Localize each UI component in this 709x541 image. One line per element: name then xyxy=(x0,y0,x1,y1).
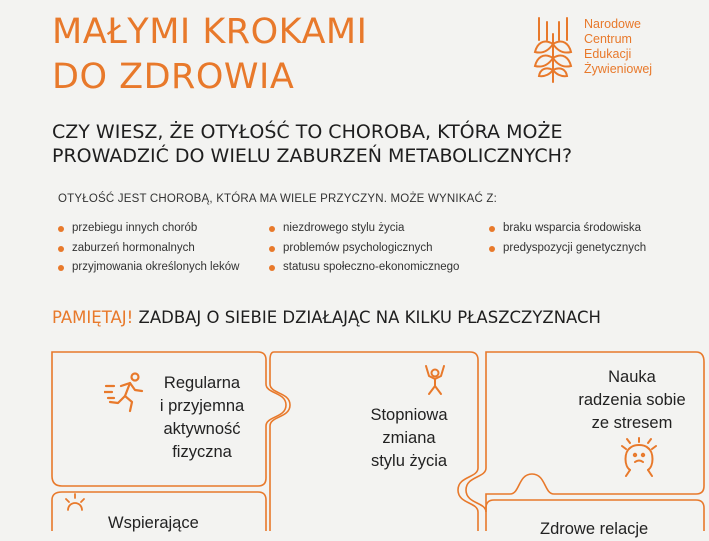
person-stretching-icon xyxy=(420,364,450,396)
question-line-1: CZY WIESZ, ŻE OTYŁOŚĆ TO CHOROBA, KTÓRA MOŻE xyxy=(52,121,563,143)
logo-line: Edukacji xyxy=(584,47,632,61)
list-item: zaburzeń hormonalnych xyxy=(58,239,239,259)
piece-line: zmiana xyxy=(382,429,436,447)
list-item: przyjmowania określonych leków xyxy=(58,258,239,278)
list-item: predyspozycji genetycznych xyxy=(489,239,646,259)
list-item: problemów psychologicznych xyxy=(269,239,459,259)
piece-line: fizyczna xyxy=(172,443,232,461)
list-item: przebiegu innych chorób xyxy=(58,219,239,239)
piece-line: Regularna xyxy=(163,374,241,392)
causes-intro: OTYŁOŚĆ JEST CHOROBĄ, KTÓRA MA WIELE PRZYCZYN. MOŻE WYNIKAĆ Z: xyxy=(58,193,498,205)
puzzle-piece-activity xyxy=(148,372,256,464)
logo-line: Narodowe xyxy=(584,17,641,31)
stressed-head-icon xyxy=(618,436,660,478)
title-line-1: MAŁYMI KROKAMI xyxy=(52,12,368,52)
list-item: niezdrowego stylu życia xyxy=(269,219,459,239)
logo-line: Centrum xyxy=(584,32,632,46)
puzzle-piece-relations: Zdrowe relacje xyxy=(540,520,649,538)
puzzle-piece-support: Wspierające xyxy=(108,514,199,532)
piece-line: ze stresem xyxy=(591,414,673,432)
sun-icon xyxy=(62,492,88,512)
piece-line: radzenia sobie xyxy=(578,391,686,409)
piece-line: Stopniowa xyxy=(370,406,448,424)
puzzle-piece-stress xyxy=(570,366,694,435)
remember-accent: PAMIĘTAJ! xyxy=(52,308,134,327)
list-item: statusu społeczno-ekonomicznego xyxy=(269,258,459,278)
running-person-icon xyxy=(104,372,150,414)
puzzle-piece-lifestyle xyxy=(352,404,466,473)
piece-line: Nauka xyxy=(608,368,656,386)
piece-line: aktywność xyxy=(163,420,241,438)
logo-line: Żywieniowej xyxy=(584,62,653,76)
remember-text: ZADBAJ O SIEBIE DZIAŁAJĄC NA KILKU PŁASZCZYZNACH xyxy=(138,308,601,327)
question-line-2: PROWADZIĆ DO WIELU ZABURZEŃ METABOLICZNYCH? xyxy=(52,145,573,167)
piece-line: i przyjemna xyxy=(159,397,245,415)
list-item: braku wsparcia środowiska xyxy=(489,219,646,239)
title-line-2: DO ZDROWIA xyxy=(52,57,295,97)
piece-line: stylu życia xyxy=(370,452,448,470)
